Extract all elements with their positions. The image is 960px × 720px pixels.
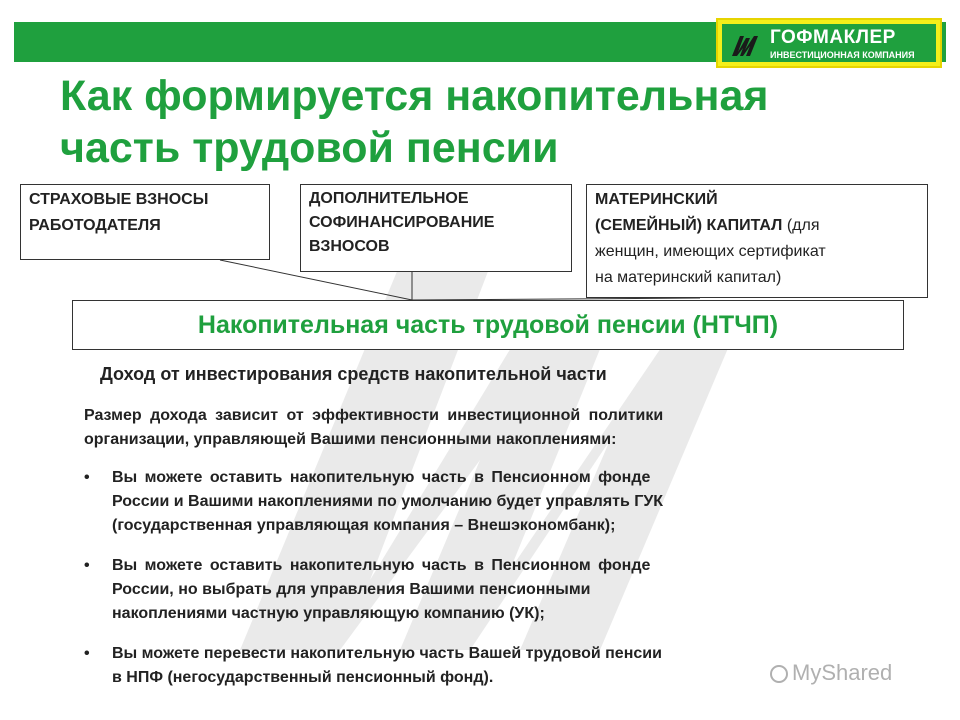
bullet-icon: • bbox=[84, 469, 90, 486]
box3-line-3: женщин, имеющих сертификат bbox=[595, 243, 826, 260]
list-item bbox=[78, 466, 918, 538]
myshared-text: MyShared bbox=[792, 660, 893, 685]
box1-line-1: СТРАХОВЫЕ ВЗНОСЫ bbox=[29, 191, 209, 208]
investment-income-heading: Доход от инвестирования средств накопительной части bbox=[100, 364, 607, 384]
title-line-1: Как формируется накопительная bbox=[60, 72, 769, 120]
myshared-icon bbox=[770, 665, 788, 683]
source-box-maternity-capital bbox=[586, 184, 928, 298]
box2-line-3: ВЗНОСОВ bbox=[309, 238, 390, 255]
box2-line-2: СОФИНАНСИРОВАНИЕ bbox=[309, 214, 495, 231]
bullet-1-line-3: (государственная управляющая компания – Внешэкономбанк); bbox=[112, 517, 616, 534]
bullet-2-line-3: накоплениями частную управляющую компанию (УК); bbox=[112, 605, 545, 622]
logo-subtitle: ИНВЕСТИЦИОННАЯ КОМПАНИЯ bbox=[770, 50, 915, 60]
box3-line-1: МАТЕРИНСКИЙ bbox=[595, 191, 718, 208]
bullet-3-line-2: в НПФ (негосударственный пенсионный фонд). bbox=[112, 669, 494, 686]
myshared-watermark bbox=[770, 660, 892, 686]
box1-line-2: РАБОТОДАТЕЛЯ bbox=[29, 217, 161, 234]
title-line-2: часть трудовой пенсии bbox=[60, 124, 559, 172]
box2-line-1: ДОПОЛНИТЕЛЬНОЕ bbox=[309, 190, 469, 207]
box3-line-4: на материнский капитал) bbox=[595, 269, 782, 286]
box3-line-2-bold: (СЕМЕЙНЫЙ) КАПИТАЛ bbox=[595, 217, 783, 234]
bullet-1-line-2: России и Вашими накоплениями по умолчанию будет управлять ГУК bbox=[112, 493, 664, 510]
bullet-icon: • bbox=[84, 557, 90, 574]
bullet-icon: • bbox=[84, 645, 90, 662]
logo-name: ГОФМАКЛЕР bbox=[770, 27, 896, 48]
bullet-2-line-2: России, но выбрать для управления Вашими пенсионными bbox=[112, 581, 591, 598]
main-box-ntchp: Накопительная часть трудовой пенсии (НТЧП) bbox=[72, 300, 904, 350]
source-box-employer-contributions bbox=[20, 184, 270, 260]
paragraph-line-2: организации, управляющей Вашими пенсионными накоплениями: bbox=[84, 431, 617, 448]
list-item bbox=[78, 554, 918, 626]
bullet-2-line-1: Вы можете оставить накопительную часть в Пенсионном фонде bbox=[112, 557, 651, 574]
paragraph-line-1: Размер дохода зависит от эффективности инвестиционной политики bbox=[84, 407, 664, 424]
box3-line-2 bbox=[595, 213, 919, 239]
bullet-3-line-1: Вы можете перевести накопительную часть Вашей трудовой пенсии bbox=[112, 645, 662, 662]
income-paragraph bbox=[84, 404, 874, 452]
source-box-cofinancing bbox=[300, 184, 572, 272]
box3-line-2-normal: (для bbox=[782, 217, 820, 234]
bullet-1-line-1: Вы можете оставить накопительную часть в Пенсионном фонде bbox=[112, 469, 651, 486]
